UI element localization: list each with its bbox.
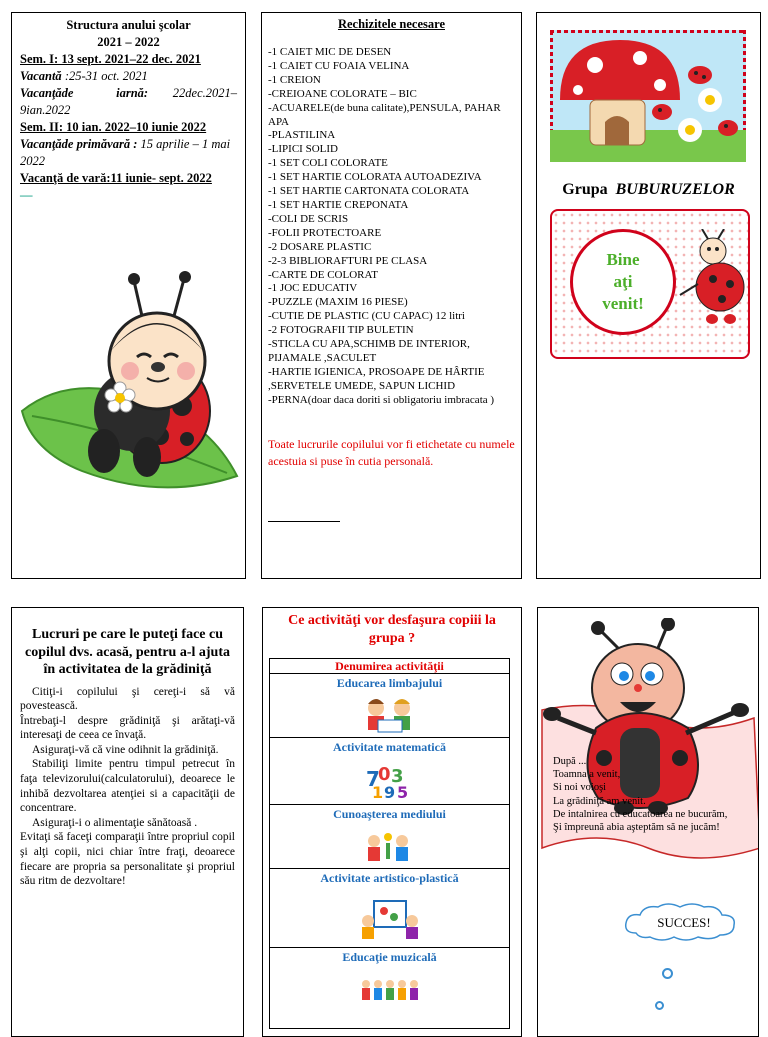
activity-name: Activitate matematică: [333, 740, 446, 754]
table-row: [270, 738, 509, 805]
welcome-line: venit!: [602, 294, 644, 313]
vacation-winter-label: Vacanţăde iarnă:: [20, 86, 149, 100]
table-row: [270, 948, 509, 1028]
list-item: -2 DOSARE PLASTIC: [268, 240, 372, 253]
vacation-spring: [20, 136, 237, 170]
list-item: -STICLA CU APA,SCHIMB DE INTERIOR, PIJAMALE ,SACULET: [268, 338, 470, 364]
group-title: [537, 181, 760, 199]
vacation-winter-dates: 22dec.2021– 9ian.2022: [20, 86, 237, 117]
poem-text: [553, 755, 753, 834]
welcome-line: aţi: [613, 272, 633, 291]
list-item: -1 CAIET CU FOAIA VELINA: [268, 59, 410, 72]
semester-1: Sem. I: 13 sept. 2021–22 dec. 2021: [20, 52, 201, 66]
requirements-panel: [261, 12, 522, 579]
list-item: -LIPICI SOLID: [268, 143, 338, 156]
tips-title: Lucruri pe care le puteţi face cu copilul dvs. acasă, pentru a-l ajuta în activitatea de la grădiniţă: [25, 627, 230, 677]
poem-panel: [537, 607, 759, 1037]
activity-name: Activitate artistico-plastică: [320, 871, 459, 885]
svg-text:9: 9: [384, 783, 396, 800]
list-item: -1 CREION: [268, 73, 321, 86]
tips-panel: [11, 607, 244, 1037]
dancing-children-icon: [360, 978, 420, 1008]
list-item: -PUZZLE (MAXIM 16 PIESE): [268, 296, 408, 309]
tip-paragraph: Stabiliţi limite pentru timpul petrecut în faţa televizorului(calculatorului), deoarece le inhibă dezvoltarea atenţiei si a capacităţii de concentrare.: [20, 758, 235, 815]
bubble-dot: [662, 968, 673, 979]
tip-paragraph: Asiguraţi-vă că vine odihnit la grădiniţă.: [32, 743, 219, 756]
list-item: -PERNA(doar daca doriti si obligatoriu imbracata ): [268, 393, 495, 406]
list-item: -CUTIE DE PLASTIC (CU CAPAC) 12 litri: [268, 310, 465, 323]
ladybug-icon: [678, 229, 748, 329]
list-item: -1 SET HARTIE COLORATA AUTOADEZIVA: [268, 171, 482, 184]
welcome-line: Bine: [606, 250, 640, 269]
activities-panel: [262, 607, 522, 1037]
vacation-autumn-dates: :25-31 oct. 2021: [64, 69, 148, 83]
svg-text:5: 5: [397, 783, 409, 800]
vacation-autumn: [20, 68, 237, 85]
poem-line: După ...: [553, 756, 587, 767]
poem-line: Şi împreună abia aşteptăm să ne jucăm!: [553, 822, 720, 834]
list-item: -COLI DE SCRIS: [268, 212, 349, 225]
list-item: -FOLII PROTECTOARE: [268, 226, 382, 239]
vacation-autumn-label: Vacantă: [20, 69, 62, 83]
tip-paragraph: Citiţi-i copilului şi cereţi-i să vă povestească.: [20, 685, 235, 713]
mushroom-house-illustration: [550, 30, 746, 162]
painting-kids-icon: [360, 897, 420, 941]
list-item: -1 JOC EDUCATIV: [268, 282, 358, 295]
list-item: -2-3 BIBLIORAFTURI PE CLASA: [268, 254, 428, 267]
success-text: SUCCES!: [657, 915, 711, 930]
group-name: BUBURUZELOR: [615, 181, 735, 198]
cover-panel: [536, 12, 761, 579]
svg-text:0: 0: [378, 764, 391, 785]
list-item: -CREIOANE COLORATE – BIC: [268, 87, 417, 100]
bubble-dot: [655, 1001, 664, 1010]
tip-paragraph: Întrebaţi-l despre grădiniţă şi arătaţi-vă interesaţi de ceea ce învaţă.: [20, 714, 235, 742]
vacation-summer: Vacanţă de vară:11 iunie- sept. 2022: [20, 171, 212, 185]
list-item: -ACUARELE(de buna calitate),PENSULA, PAHAR APA: [268, 101, 501, 128]
list-item: -1 SET HARTIE CREPONATA: [268, 198, 409, 211]
list-item: -1 SET HARTIE CARTONATA COLORATA: [268, 185, 470, 198]
poem-line: La grădiniţă am venit.: [553, 795, 646, 807]
requirements-title: Rechizitele necesare: [337, 17, 445, 31]
poem-line: Si noi voioşi: [553, 782, 607, 794]
divider: [268, 521, 340, 522]
list-item: -HARTIE IGIENICA, PROSOAPE DE HÂRTIE ,SERVETELE UMEDE, SAPUN LICHID: [268, 365, 485, 392]
list-item: -PLASTILINA: [268, 129, 336, 142]
requirements-list: [268, 46, 521, 408]
vacation-spring-label: Vacanţăde primăvară :: [20, 137, 138, 151]
semester-2: Sem. II: 10 ian. 2022–10 iunie 2022: [20, 120, 207, 134]
activity-name: Educarea limbajului: [336, 676, 443, 690]
schedule-years: 2021 – 2022: [97, 35, 160, 49]
poem-line: De intalnirea cu educatoarea ne bucurăm,: [553, 808, 728, 820]
welcome-badge: [570, 229, 676, 335]
table-row: [270, 805, 509, 869]
list-item: -1 SET COLI COLORATE: [268, 157, 388, 170]
schedule-title: Structura anului şcolar: [66, 18, 191, 32]
dash-mark: —: [20, 188, 33, 202]
children-reading-icon: [362, 696, 418, 734]
school-year-panel: [11, 12, 246, 579]
activity-name: Educaţie muzicală: [342, 950, 437, 964]
activity-name: Cunoaşterea mediului: [333, 807, 446, 821]
welcome-card: [550, 209, 750, 359]
vacation-spring-dates: 15 aprilie – 1 mai 2022: [20, 137, 231, 168]
tip-paragraph: Asiguraţi-i o alimentaţie sănătoasă .: [32, 816, 198, 829]
svg-text:3: 3: [391, 766, 404, 787]
list-item: -1 CAIET MIC DE DESEN: [268, 46, 392, 58]
table-row: [270, 674, 509, 738]
list-item: -2 FOTOGRAFII TIP BULETIN: [268, 324, 414, 337]
tip-paragraph: Evitaţi să faceţi comparaţii între propriul copil şi alţi copii, nici chiar între fraţi, deoarece fiecare are propria sa personalitate şi propriul său ritm de dezvoltare!: [20, 831, 235, 888]
labeling-note: Toate lucrurile copilului vor fi etichetate cu numele acestuia si puse în cutia personală.: [268, 436, 515, 468]
poem-line: Toamna a venit,: [553, 769, 621, 781]
vacation-winter: [20, 85, 237, 119]
kids-nature-icon: [362, 831, 418, 865]
ladybug-on-leaf-illustration: [12, 261, 245, 501]
svg-text:1: 1: [372, 783, 384, 800]
svg-text:7: 7: [366, 767, 380, 791]
table-row: [270, 869, 509, 948]
activities-table: [269, 658, 510, 1029]
group-prefix: Grupa: [562, 181, 608, 198]
list-item: -CARTE DE COLORAT: [268, 268, 378, 281]
activities-title: Ce activităţi vor desfaşura copiii la grupa ?: [288, 613, 496, 646]
tips-body: [20, 685, 235, 889]
activities-table-header: Denumirea activităţii: [270, 659, 509, 674]
numbers-icon: [364, 760, 420, 800]
